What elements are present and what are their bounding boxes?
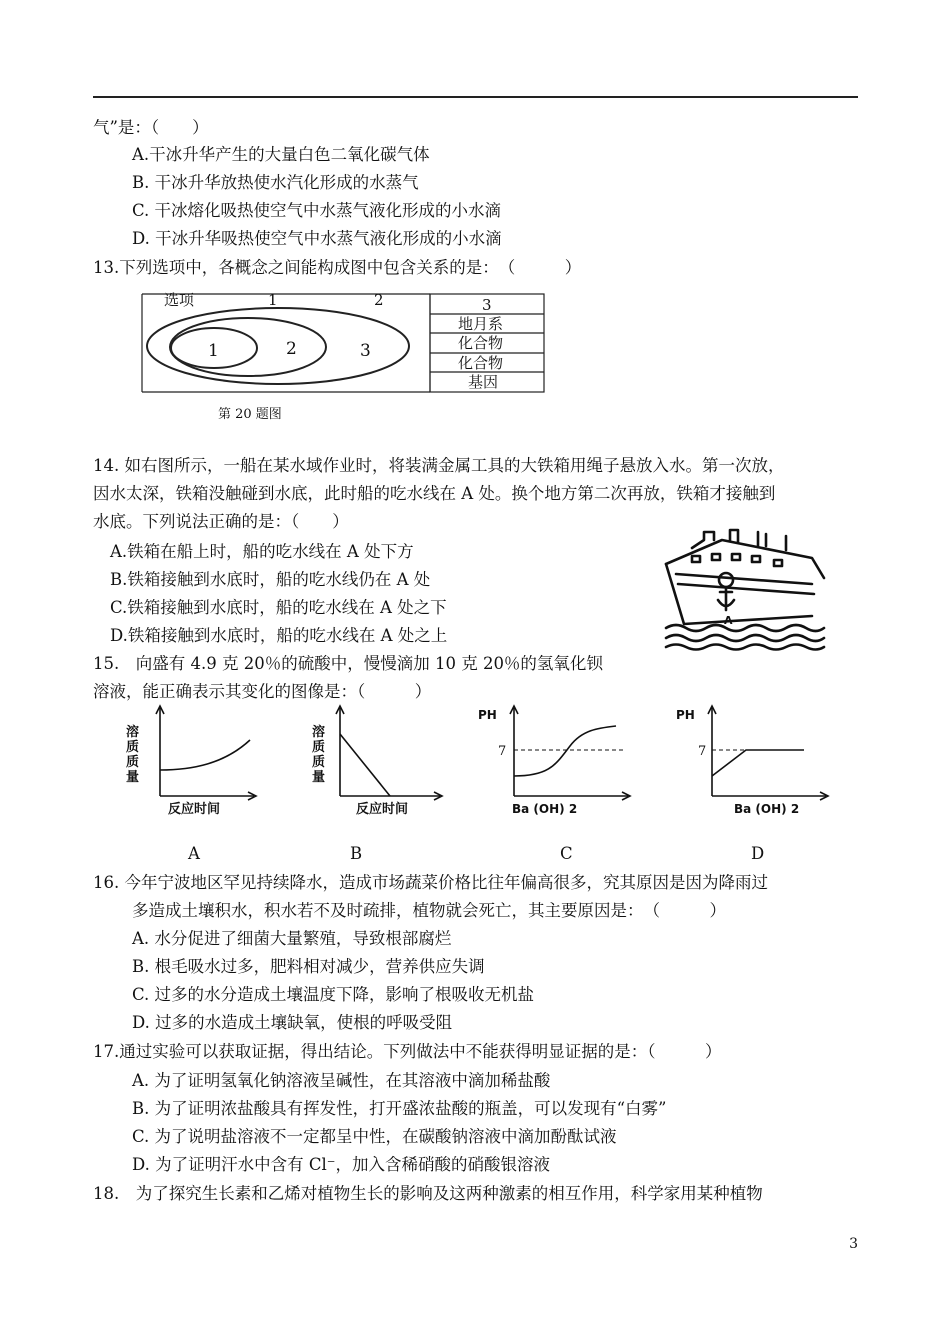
q15-graph-c-ylabel: PH <box>478 708 497 722</box>
q15-graph-d <box>672 702 832 820</box>
ship-waterline-label: A <box>724 614 733 627</box>
q16-option-b: B. 根毛吸水过多，肥料相对减少，营养供应失调 <box>132 957 485 976</box>
q17-option-d: D. 为了证明汗水中含有 Cl⁻，加入含稀硝酸的硝酸银溶液 <box>132 1155 550 1174</box>
q13-circle-label-3: 3 <box>360 341 371 361</box>
header-rule <box>93 96 858 98</box>
q14-line-2: 因水太深，铁箱没触碰到水底，此时船的吃水线在 A 处。换个地方第二次再放，铁箱才接触到 <box>93 484 776 503</box>
q15-graph-b <box>306 702 446 820</box>
q14-option-c: C.铁箱接触到水底时，船的吃水线在 A 处之下 <box>110 598 447 617</box>
q13-col3-row1: 地月系 <box>458 315 504 333</box>
q15-graph-a-xlabel: 反应时间 <box>168 802 221 817</box>
q15-graph-d-ref: 7 <box>698 744 707 759</box>
q15-letter-b: B <box>350 844 363 863</box>
q15-graph-d-xlabel: Ba (OH) 2 <box>734 802 800 816</box>
q13-header-option: 选项 <box>164 291 195 309</box>
q13-figure <box>138 290 550 398</box>
q16-option-a: A. 水分促进了细菌大量繁殖，导致根部腐烂 <box>132 929 452 948</box>
q16-option-c: C. 过多的水分造成土壤温度下降，影响了根吸收无机盐 <box>132 985 535 1004</box>
q15-letter-c: C <box>560 844 573 863</box>
q13-col3-row4: 基因 <box>468 373 499 391</box>
q17-stem: 17.通过实验可以获取证据，得出结论。下列做法中不能获得明显证据的是：（ ） <box>93 1042 722 1061</box>
q18-stem: 18. 为了探究生长素和乙烯对植物生长的影响及这两种激素的相互作用，科学家用某种植物 <box>93 1184 763 1203</box>
q15-graph-c <box>474 702 634 820</box>
q13-circle-label-1: 1 <box>208 341 219 361</box>
q15-graph-b-ylabel: 溶质质量 <box>312 725 326 785</box>
q13-caption: 第 20 题图 <box>218 407 282 422</box>
page-number: 3 <box>849 1236 858 1252</box>
q16-option-d: D. 过多的水造成土壤缺氧，使根的呼吸受阻 <box>132 1013 453 1032</box>
q14-option-b: B.铁箱接触到水底时，船的吃水线仍在 A 处 <box>110 570 431 589</box>
q15-letter-d: D <box>751 844 765 863</box>
q15-line-2: 溶液，能正确表示其变化的图像是：（ ） <box>93 682 432 701</box>
q16-line-1: 16. 今年宁波地区罕见持续降水，造成市场蔬菜价格比往年偏高很多，究其原因是因为降雨过 <box>93 873 768 892</box>
q12-option-d: D. 干冰升华吸热使空气中水蒸气液化形成的小水滴 <box>132 229 502 248</box>
q12-option-a: A.干冰升华产生的大量白色二氧化碳气体 <box>132 145 430 164</box>
q15-graph-b-xlabel: 反应时间 <box>356 802 409 817</box>
q15-graph-c-ref: 7 <box>498 744 507 759</box>
q14-line-3: 水底。下列说法正确的是：（ ） <box>93 512 349 531</box>
q14-line-1: 14. 如右图所示，一船在某水域作业时，将装满金属工具的大铁箱用绳子悬放入水。第一次放， <box>93 456 785 475</box>
q14-option-a: A.铁箱在船上时，船的吃水线在 A 处下方 <box>110 542 414 561</box>
q17-option-b: B. 为了证明浓盐酸具有挥发性，打开盛浓盐酸的瓶盖，可以发现有“白雾” <box>132 1099 667 1118</box>
q15-graph-a <box>120 702 260 820</box>
q15-graph-c-xlabel: Ba (OH) 2 <box>512 802 578 816</box>
q13-header-1: 1 <box>268 291 278 309</box>
q13-circle-label-2: 2 <box>286 339 297 359</box>
q13-stem: 13.下列选项中，各概念之间能构成图中包含关系的是： （ ） <box>93 258 582 277</box>
q13-header-2: 2 <box>374 291 384 309</box>
q15-graph-d-ylabel: PH <box>676 708 695 722</box>
q12-tail: 气”是：（ ） <box>93 118 209 137</box>
q17-option-c: C. 为了说明盐溶液不一定都呈中性，在碳酸钠溶液中滴加酚酞试液 <box>132 1127 617 1146</box>
q12-option-b: B. 干冰升华放热使水汽化形成的水蒸气 <box>132 173 419 192</box>
q12-option-c: C. 干冰熔化吸热使空气中水蒸气液化形成的小水滴 <box>132 201 502 220</box>
q13-col3-row2: 化合物 <box>458 334 504 352</box>
q16-line-2: 多造成土壤积水，积水若不及时疏排，植物就会死亡，其主要原因是： （ ） <box>132 901 726 920</box>
q15-letter-a: A <box>188 844 200 863</box>
q15-line-1: 15. 向盛有 4.9 克 20％的硫酸中，慢慢滴加 10 克 20％的氢氧化钡 <box>93 654 603 673</box>
q17-option-a: A. 为了证明氢氧化钠溶液呈碱性，在其溶液中滴加稀盐酸 <box>132 1071 551 1090</box>
q13-header-3: 3 <box>482 296 492 314</box>
q14-option-d: D.铁箱接触到水底时，船的吃水线在 A 处之上 <box>110 626 448 645</box>
q15-graph-a-ylabel: 溶质质量 <box>126 725 140 785</box>
ship-figure <box>662 528 828 652</box>
q13-col3-row3: 化合物 <box>458 354 504 372</box>
